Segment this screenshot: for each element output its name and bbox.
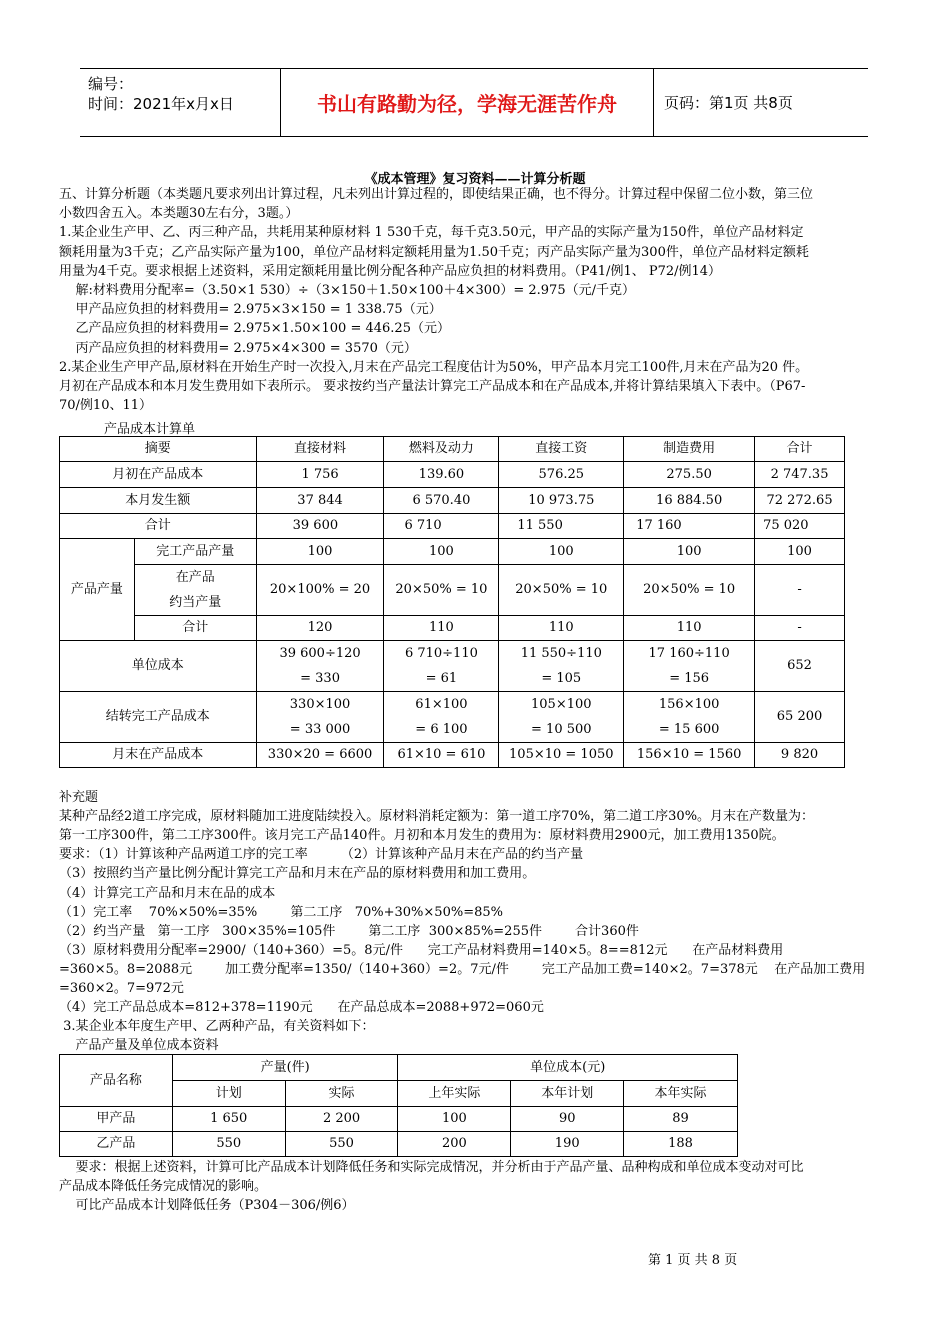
text-line: 用量为4千克。要求根据上述资料，采用定额耗用量比例分配各种产品应负担的材料费用。（P41/例1、 P72/例14） xyxy=(59,263,722,279)
table-cell: 110 xyxy=(624,616,755,641)
table-row xyxy=(60,462,845,488)
page-header xyxy=(80,68,868,137)
table-cell: 6 570.40 xyxy=(384,488,499,514)
table-row xyxy=(60,488,845,514)
table-cell: 156×10 = 1560 xyxy=(624,743,755,768)
text-line: （2）约当产量 第一工序 300×35%=105件 第二工序 300×85%=255件 合计360件 xyxy=(59,923,639,939)
header-cell: 产品名称 xyxy=(60,1055,173,1107)
table-row xyxy=(60,616,845,641)
row-label xyxy=(134,565,256,616)
table-cell: 10 973.75 xyxy=(499,488,624,514)
table-cell: 576.25 xyxy=(499,462,624,488)
table-cell xyxy=(384,692,499,743)
table-row xyxy=(60,743,845,768)
calc-line: = 15 600 xyxy=(658,722,720,737)
page-info: 页码：第1页 共8页 xyxy=(664,94,793,112)
table-cell: 120 xyxy=(256,616,384,641)
calc-line: = 61 xyxy=(425,671,458,686)
text-line: 额耗用量为3千克；乙产品实际产量为100，单位产品材料定额耗用量为1.50千克；丙产品实际产量为300件，单位产品材料定额耗 xyxy=(59,244,809,260)
row-group-label: 产品产量 xyxy=(60,539,135,641)
header-cell: 制造费用 xyxy=(624,437,755,462)
header-cell: 实际 xyxy=(285,1081,398,1107)
table-cell: 9 820 xyxy=(755,743,845,768)
text-line: 产品产量及单位成本资料 xyxy=(59,1038,219,1054)
table-cell xyxy=(256,641,384,692)
row-label: 完工产品产量 xyxy=(134,539,256,565)
text-line: 月初在产品成本和本月发生费用如下表所示。 要求按约当产量法计算完工产品成本和在产品成本,并将计算结果填入下表中。（P67- xyxy=(59,379,806,394)
cost-calculation-table xyxy=(59,436,845,768)
calc-line: = 10 500 xyxy=(531,722,592,737)
text-line: （3）按照约当产量比例分配计算完工产品和月末在产品的原材料费用和加工费用。 xyxy=(59,866,536,882)
motto: 书山有路勤为径，学海无涯苦作舟 xyxy=(281,69,654,136)
row-label: 合计 xyxy=(60,514,257,539)
text-line: （3）原材料费用分配率=2900/（140+360）=5。8元/件 完工产品材料费用=140×5。8==812元 在产品材料费用 xyxy=(59,942,784,958)
table-row xyxy=(60,539,845,565)
table-cell: 188 xyxy=(624,1132,738,1157)
table-cell: 20×50% = 10 xyxy=(499,565,624,616)
table-cell: 11 550 xyxy=(499,514,624,539)
table-cell: - xyxy=(755,616,845,641)
table-cell: 110 xyxy=(499,616,624,641)
row-label: 月末在产品成本 xyxy=(60,743,257,768)
table-row xyxy=(60,565,845,616)
table-row xyxy=(60,1107,738,1132)
table-cell: 75 020 xyxy=(755,514,845,539)
table-cell xyxy=(499,641,624,692)
text-line: 补充题 xyxy=(59,790,99,805)
header-cell: 本年计划 xyxy=(511,1081,624,1107)
text-line: 70/例10、11） xyxy=(59,398,153,414)
calc-line: = 330 xyxy=(300,671,340,686)
table-cell: 652 xyxy=(755,641,845,692)
page-footer: 第 1 页 共 8 页 xyxy=(648,1253,738,1268)
text-line: 乙产品应负担的材料费用= 2.975×1.50×100 = 446.25（元） xyxy=(59,321,450,337)
table-cell: 100 xyxy=(384,539,499,565)
header-meta xyxy=(80,69,281,136)
text-line: 可比产品成本计划降低任务（P304－306/例6） xyxy=(59,1198,355,1214)
table-cell: 330×20 = 6600 xyxy=(256,743,384,768)
text-line: 3.某企业本年度生产甲、乙两种产品，有关资料如下： xyxy=(59,1019,375,1035)
text-line: 要求：（1）计算该种产品两道工序的完工率 （2）计算该种产品月末在产品的约当产量 xyxy=(59,847,584,863)
header-cell: 燃料及动力 xyxy=(384,437,499,462)
calc-line: = 156 xyxy=(669,671,710,686)
header-cell: 计划 xyxy=(172,1081,285,1107)
text-line: （4）完工产品总成本=812+378=1190元 在产品总成本=2088+972=060元 xyxy=(59,1000,544,1016)
table-cell: 90 xyxy=(511,1107,624,1132)
row-label: 乙产品 xyxy=(60,1132,173,1157)
table-cell: 65 200 xyxy=(755,692,845,743)
table-cell: 139.60 xyxy=(384,462,499,488)
calc-line: 39 600÷120 xyxy=(279,646,361,661)
text-line: 某种产品经2道工序完成，原材料随加工进度陆续投入。原材料消耗定额为：第一道工序70%，第二道工序30%。月末在产数量为： xyxy=(59,809,815,825)
table-cell: 105×10 = 1050 xyxy=(499,743,624,768)
table-cell xyxy=(256,692,384,743)
text-line: （4）计算完工产品和月末在品的成本 xyxy=(59,885,276,901)
table-cell: 61×10 = 610 xyxy=(384,743,499,768)
calc-line: 61×100 xyxy=(415,697,468,712)
calc-line: = 105 xyxy=(541,671,582,686)
table-cell: 190 xyxy=(511,1132,624,1157)
text-line: 产品成本降低任务完成情况的影响。 xyxy=(59,1179,268,1195)
doc-title: 《成本管理》复习资料——计算分析题 xyxy=(364,172,586,187)
table-cell xyxy=(384,641,499,692)
table-row xyxy=(60,692,845,743)
text-line: =360×5。8=2088元 加工费分配率=1350/（140+360）=2。7元/件 完工产品加工费=140×2。7=378元 在产品加工费用 xyxy=(59,961,866,977)
header-cell: 上年实际 xyxy=(398,1081,511,1107)
header-cell: 产量(件) xyxy=(172,1055,398,1081)
calc-line: 330×100 xyxy=(289,697,351,712)
row-label: 甲产品 xyxy=(60,1107,173,1132)
table-cell: 550 xyxy=(172,1132,285,1157)
table-cell: 37 844 xyxy=(256,488,384,514)
table-cell: 17 160 xyxy=(624,514,755,539)
table-cell: 2 747.35 xyxy=(755,462,845,488)
table-row xyxy=(60,514,845,539)
table-cell xyxy=(624,692,755,743)
table-cell: 72 272.65 xyxy=(755,488,845,514)
header-cell: 本年实际 xyxy=(624,1081,738,1107)
text-line: 解:材料费用分配率=（3.50×1 530）÷（3×150＋1.50×100＋4×300）= 2.975（元/千克） xyxy=(59,283,635,298)
calc-line: 17 160÷110 xyxy=(648,646,730,661)
table-cell: 20×50% = 10 xyxy=(384,565,499,616)
table-cell: - xyxy=(755,565,845,616)
table-cell: 89 xyxy=(624,1107,738,1132)
text-line: 甲产品应负担的材料费用= 2.975×3×150 = 1 338.75（元） xyxy=(59,302,442,318)
calc-line: = 6 100 xyxy=(415,722,468,737)
table-cell: 16 884.50 xyxy=(624,488,755,514)
header-cell: 单位成本(元) xyxy=(398,1055,738,1081)
table-cell: 2 200 xyxy=(285,1107,398,1132)
calc-line: 156×100 xyxy=(658,697,720,712)
table-row xyxy=(60,1132,738,1157)
table1-caption: 产品成本计算单 xyxy=(104,422,196,437)
calc-line: 105×100 xyxy=(531,697,592,712)
table-row xyxy=(60,641,845,692)
text-line: 小数四舍五入。本类题30左右分，3题。） xyxy=(59,206,299,222)
row-label-line: 约当产量 xyxy=(169,595,222,610)
row-label: 合计 xyxy=(134,616,256,641)
table-cell: 550 xyxy=(285,1132,398,1157)
table-cell: 100 xyxy=(499,539,624,565)
table-cell: 39 600 xyxy=(256,514,384,539)
table-cell: 200 xyxy=(398,1132,511,1157)
text-line: 2.某企业生产甲产品,原材料在开始生产时一次投入,月末在产品完工程度估计为50%，甲产品本月完工100件,月末在产品为20 件。 xyxy=(59,359,809,375)
table-header-row xyxy=(60,1055,738,1081)
table-cell: 100 xyxy=(755,539,845,565)
table-header-row xyxy=(60,437,845,462)
table-cell: 100 xyxy=(398,1107,511,1132)
row-label: 本月发生额 xyxy=(60,488,257,514)
table-cell: 100 xyxy=(256,539,384,565)
number-label: 编号： xyxy=(88,75,134,93)
calc-line: 11 550÷110 xyxy=(520,646,602,661)
text-line: 丙产品应负担的材料费用= 2.975×4×300 = 3570（元） xyxy=(59,340,417,356)
row-label: 单位成本 xyxy=(60,641,257,692)
header-cell: 摘要 xyxy=(60,437,257,462)
calc-line: = 33 000 xyxy=(289,722,351,737)
row-label: 结转完工产品成本 xyxy=(60,692,257,743)
header-cell: 直接工资 xyxy=(499,437,624,462)
product-output-table xyxy=(59,1054,738,1157)
table-cell: 1 756 xyxy=(256,462,384,488)
table-cell: 110 xyxy=(384,616,499,641)
table-cell: 20×100% = 20 xyxy=(256,565,384,616)
calc-line: 6 710÷110 xyxy=(404,646,478,661)
table-cell xyxy=(499,692,624,743)
table-cell: 275.50 xyxy=(624,462,755,488)
table-cell: 1 650 xyxy=(172,1107,285,1132)
text-line: （1）完工率 70%×50%=35% 第二工序 70%+30%×50%=85% xyxy=(59,904,503,920)
table-cell: 100 xyxy=(624,539,755,565)
text-line: 要求：根据上述资料，计算可比产品成本计划降低任务和实际完成情况，并分析由于产品产量、品种构成和单位成本变动对可比 xyxy=(59,1160,804,1175)
text-line: 1.某企业生产甲、乙、丙三种产品，共耗用某种原材料 1 530千克，每千克3.50元，甲产品的实际产量为150件，单位产品材料定 xyxy=(59,225,804,241)
table-cell: 6 710 xyxy=(384,514,499,539)
text-line: 五、计算分析题（本类题凡要求列出计算过程，凡未列出计算过程的，即使结果正确，也不得分。计算过程中保留二位小数，第三位 xyxy=(59,187,814,202)
header-cell: 合计 xyxy=(755,437,845,462)
header-cell: 直接材料 xyxy=(256,437,384,462)
table-cell xyxy=(624,641,755,692)
text-line: 第一工序300件，第二工序300件。该月完工产品140件。月初和本月发生的费用为：原材料费用2900元，加工费用1350院。 xyxy=(59,828,785,844)
row-label: 月初在产品成本 xyxy=(60,462,257,488)
row-label-line: 在产品 xyxy=(175,570,215,585)
table-cell: 20×50% = 10 xyxy=(624,565,755,616)
text-line: =360×2。7=972元 xyxy=(59,981,184,996)
time-label: 时间：2021年x月x日 xyxy=(88,95,234,113)
